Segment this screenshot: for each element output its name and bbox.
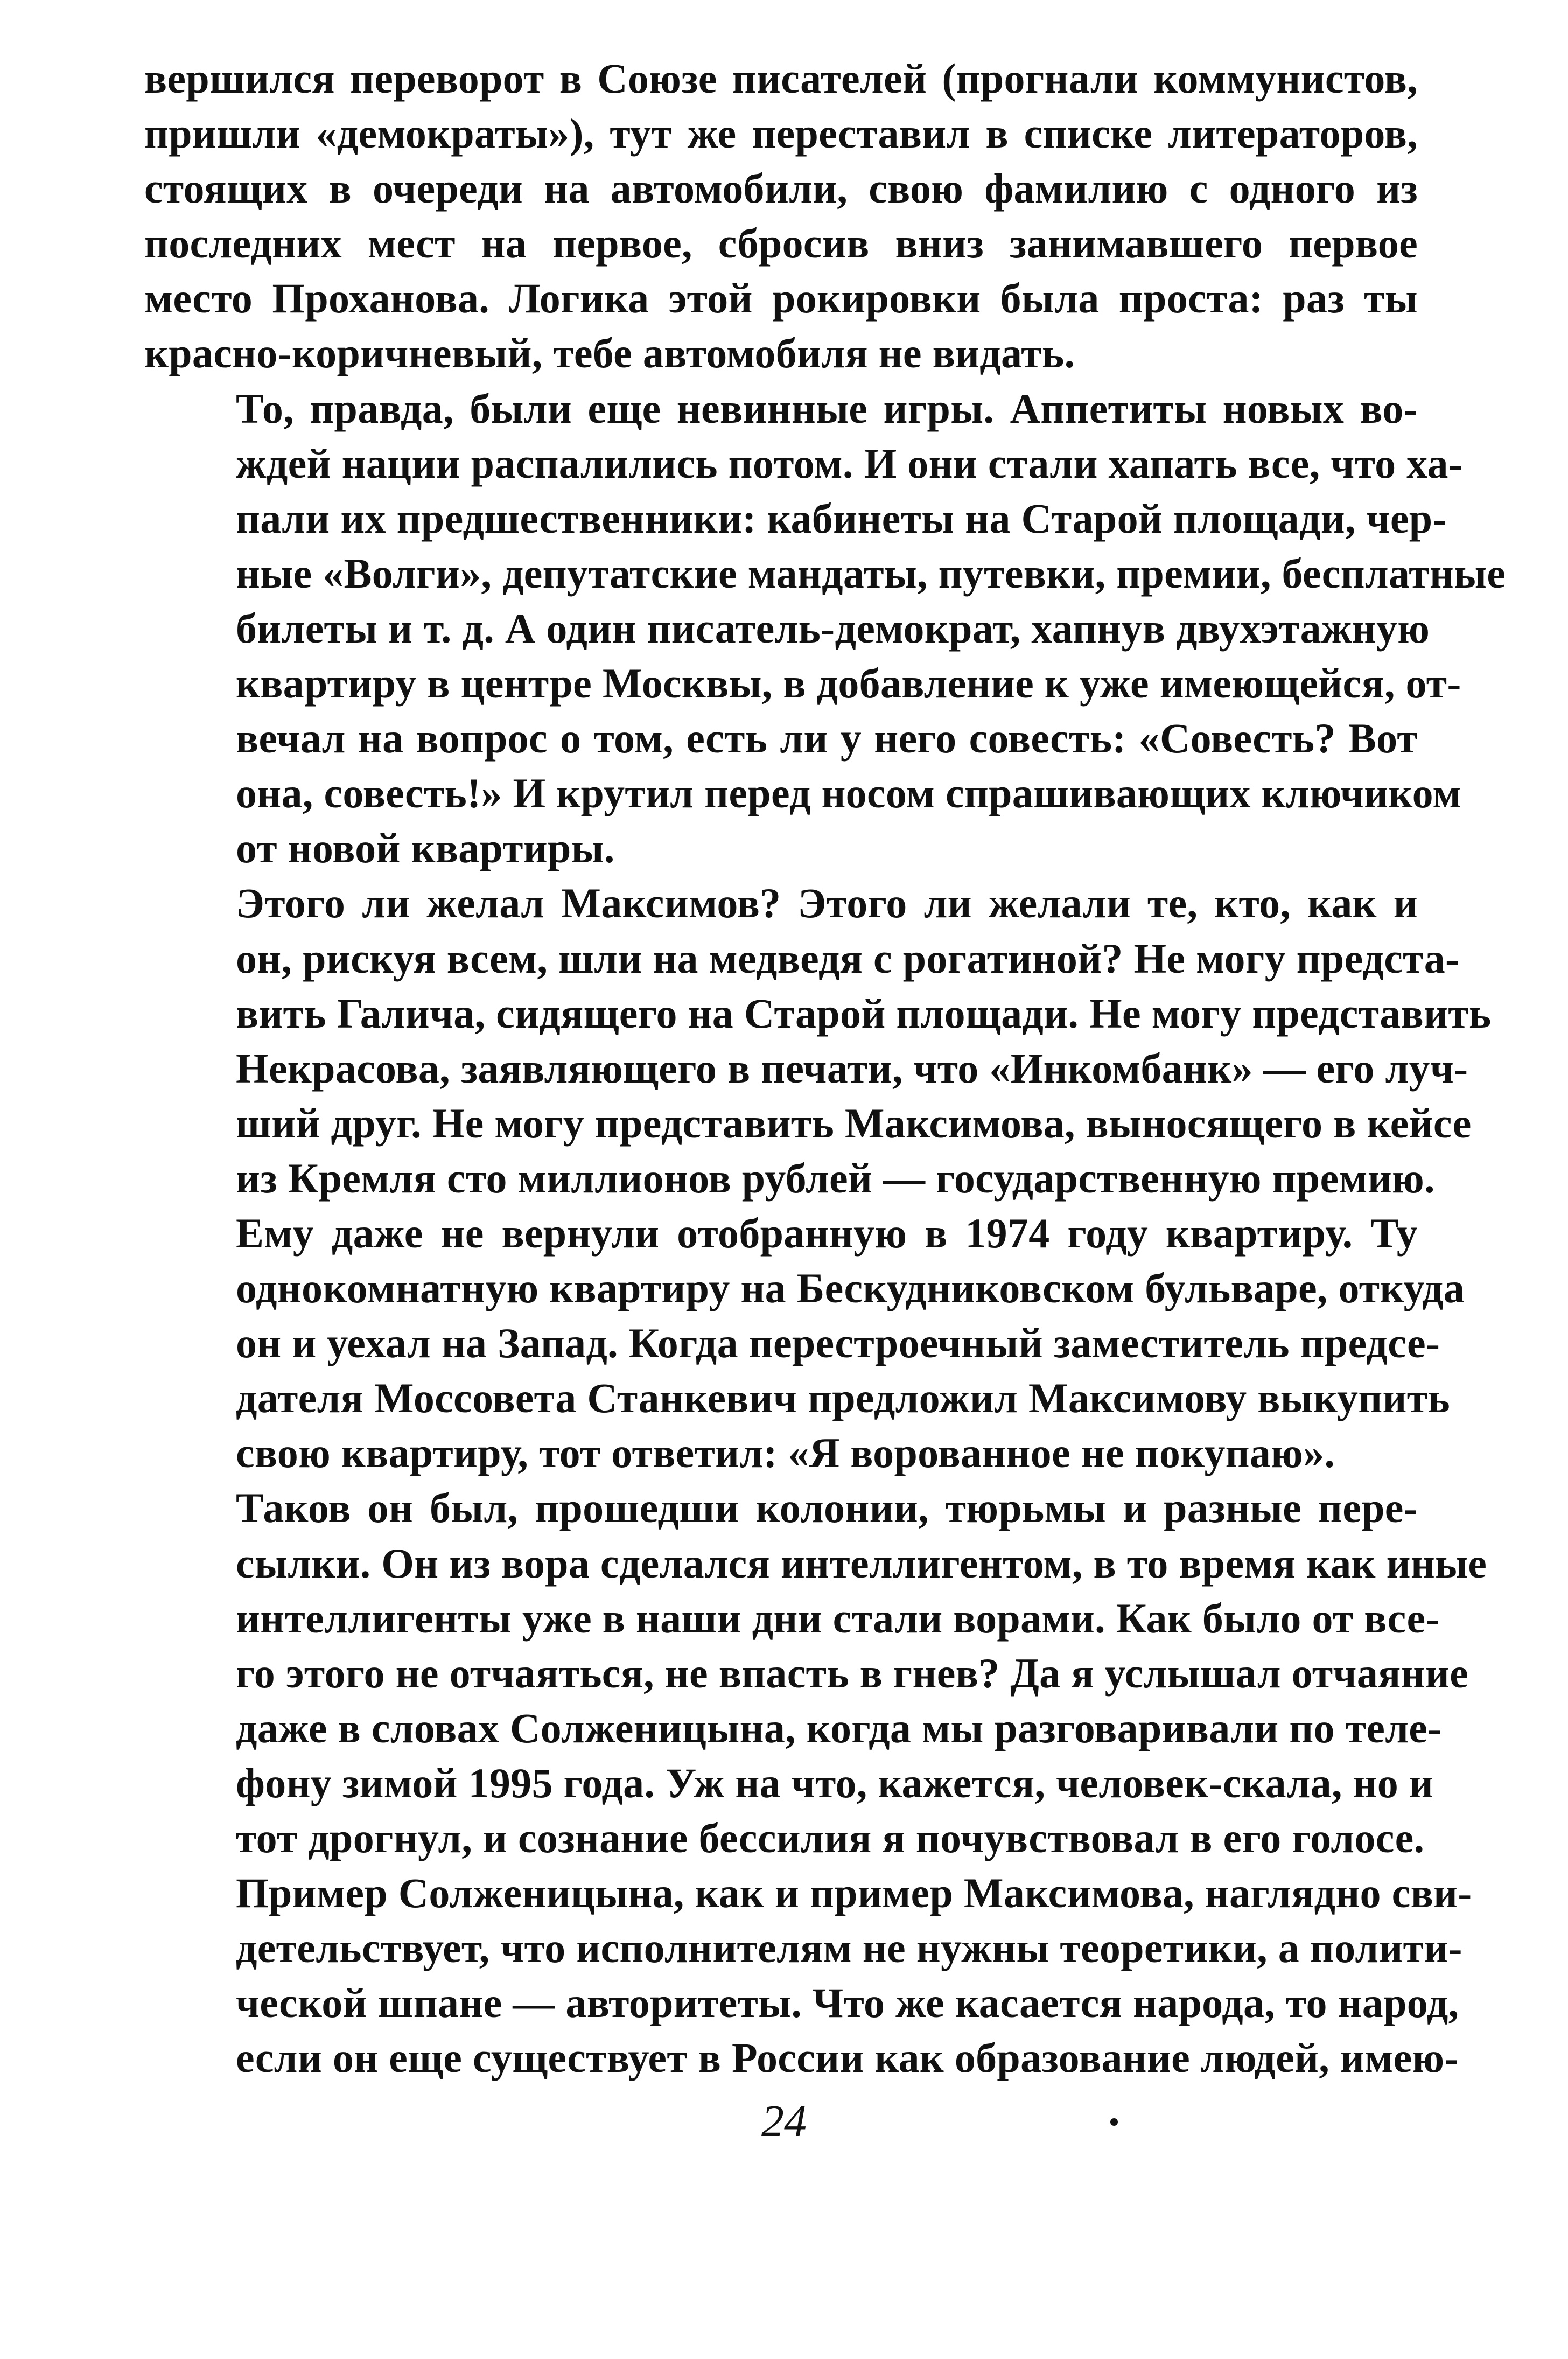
text-line: он и уехал на Запад. Когда перестроечный заместитель предсе- xyxy=(236,1320,1440,1367)
text-line: стоящих в очереди на автомобили, свою фамилию с одного из xyxy=(144,165,1418,212)
text-line: место Проханова. Логика этой рокировки была проста: раз ты xyxy=(144,275,1418,322)
text-line: Пример Солженицына, как и пример Максимова, наглядно сви- xyxy=(236,1869,1472,1917)
text-line: го этого не отчаяться, не впасть в гнев? Да я услышал отчаяние xyxy=(236,1649,1469,1697)
text-line: пали их предшественники: кабинеты на Старой площади, чер- xyxy=(236,494,1447,542)
text-line: интеллигенты уже в наши дни стали ворами. Как было от все- xyxy=(236,1594,1440,1642)
text-line: пришли «демократы»), тут же переставил в списке литераторов, xyxy=(144,110,1418,157)
text-line: детельствует, что исполнителям не нужны теоретики, а полити- xyxy=(236,1924,1462,1972)
text-line: ные «Волги», депутатские мандаты, путевки, премии, бесплатные xyxy=(236,549,1506,597)
text-line: Ему даже не вернули отобранную в 1974 году квартиру. Ту xyxy=(236,1209,1418,1257)
paragraph xyxy=(144,381,1506,876)
text-line: она, совесть!» И крутил перед носом спрашивающих ключиком xyxy=(236,770,1461,817)
text-line: свою квартиру, тот ответил: «Я ворованное не покупаю». xyxy=(236,1429,1335,1477)
text-line: если он еще существует в России как образование людей, имею- xyxy=(236,2034,1459,2082)
text-line: вить Галича, сидящего на Старой площади. Не могу представить xyxy=(236,989,1492,1037)
text-line: вечал на вопрос о том, есть ли у него совесть: «Совесть? Вот xyxy=(236,715,1418,762)
text-line: Таков он был, прошедши колонии, тюрьмы и разные пере- xyxy=(236,1484,1418,1532)
text-line: тот дрогнул, и сознание бессилия я почувствовал в его голосе. xyxy=(236,1814,1425,1861)
text-line: билеты и т. д. А один писатель-демократ, хапнув двухэтажную xyxy=(236,604,1430,652)
text-line: даже в словах Солженицына, когда мы разговаривали по теле- xyxy=(236,1704,1442,1751)
text-line: красно-коричневый, тебе автомобиля не видать. xyxy=(144,330,1075,377)
text-line: ческой шпане — авторитеты. Что же касается народа, то народ, xyxy=(236,1979,1459,2027)
text-line: Этого ли желал Максимов? Этого ли желали те, кто, как и xyxy=(236,880,1418,927)
text-line: от новой квартиры. xyxy=(236,825,615,872)
text-line: вершился переворот в Союзе писателей (прогнали коммунистов, xyxy=(144,55,1418,102)
text-line: То, правда, были еще невинные игры. Аппетиты новых во- xyxy=(236,385,1418,432)
text-line: фону зимой 1995 года. Уж на что, кажется, человек-скала, но и xyxy=(236,1759,1434,1806)
text-line: Некрасова, заявляющего в печати, что «Инкомбанк» — его луч- xyxy=(236,1044,1468,1092)
text-line: дателя Моссовета Станкевич предложил Максимову выкупить xyxy=(236,1374,1450,1422)
text-line: сылки. Он из вора сделался интеллигентом, в то время как иные xyxy=(236,1539,1487,1587)
text-line: последних мест на первое, сбросив вниз занимавшего первое xyxy=(144,220,1418,267)
text-line: из Кремля сто миллионов рублей — государственную премию. xyxy=(236,1154,1435,1202)
text-line: ший друг. Не могу представить Максимова, выносящего в кейсе xyxy=(236,1099,1472,1147)
paragraph xyxy=(144,876,1492,1206)
page-number: 24 xyxy=(761,2096,807,2146)
text-line: он, рискуя всем, шли на медведя с рогатиной? Не могу предста- xyxy=(236,934,1460,982)
text-line: квартиру в центре Москвы, в добавление к уже имеющейся, от- xyxy=(236,660,1461,707)
body-text xyxy=(144,51,1506,2085)
paragraph xyxy=(144,51,1418,381)
paragraph xyxy=(144,1206,1465,1481)
text-line: однокомнатную квартиру на Бескудниковском бульваре, откуда xyxy=(236,1265,1465,1312)
text-line: ждей нации распалились потом. И они стали хапать все, что ха- xyxy=(236,439,1463,487)
paragraph xyxy=(144,1481,1487,2085)
printer-dot-mark xyxy=(1110,2118,1118,2126)
